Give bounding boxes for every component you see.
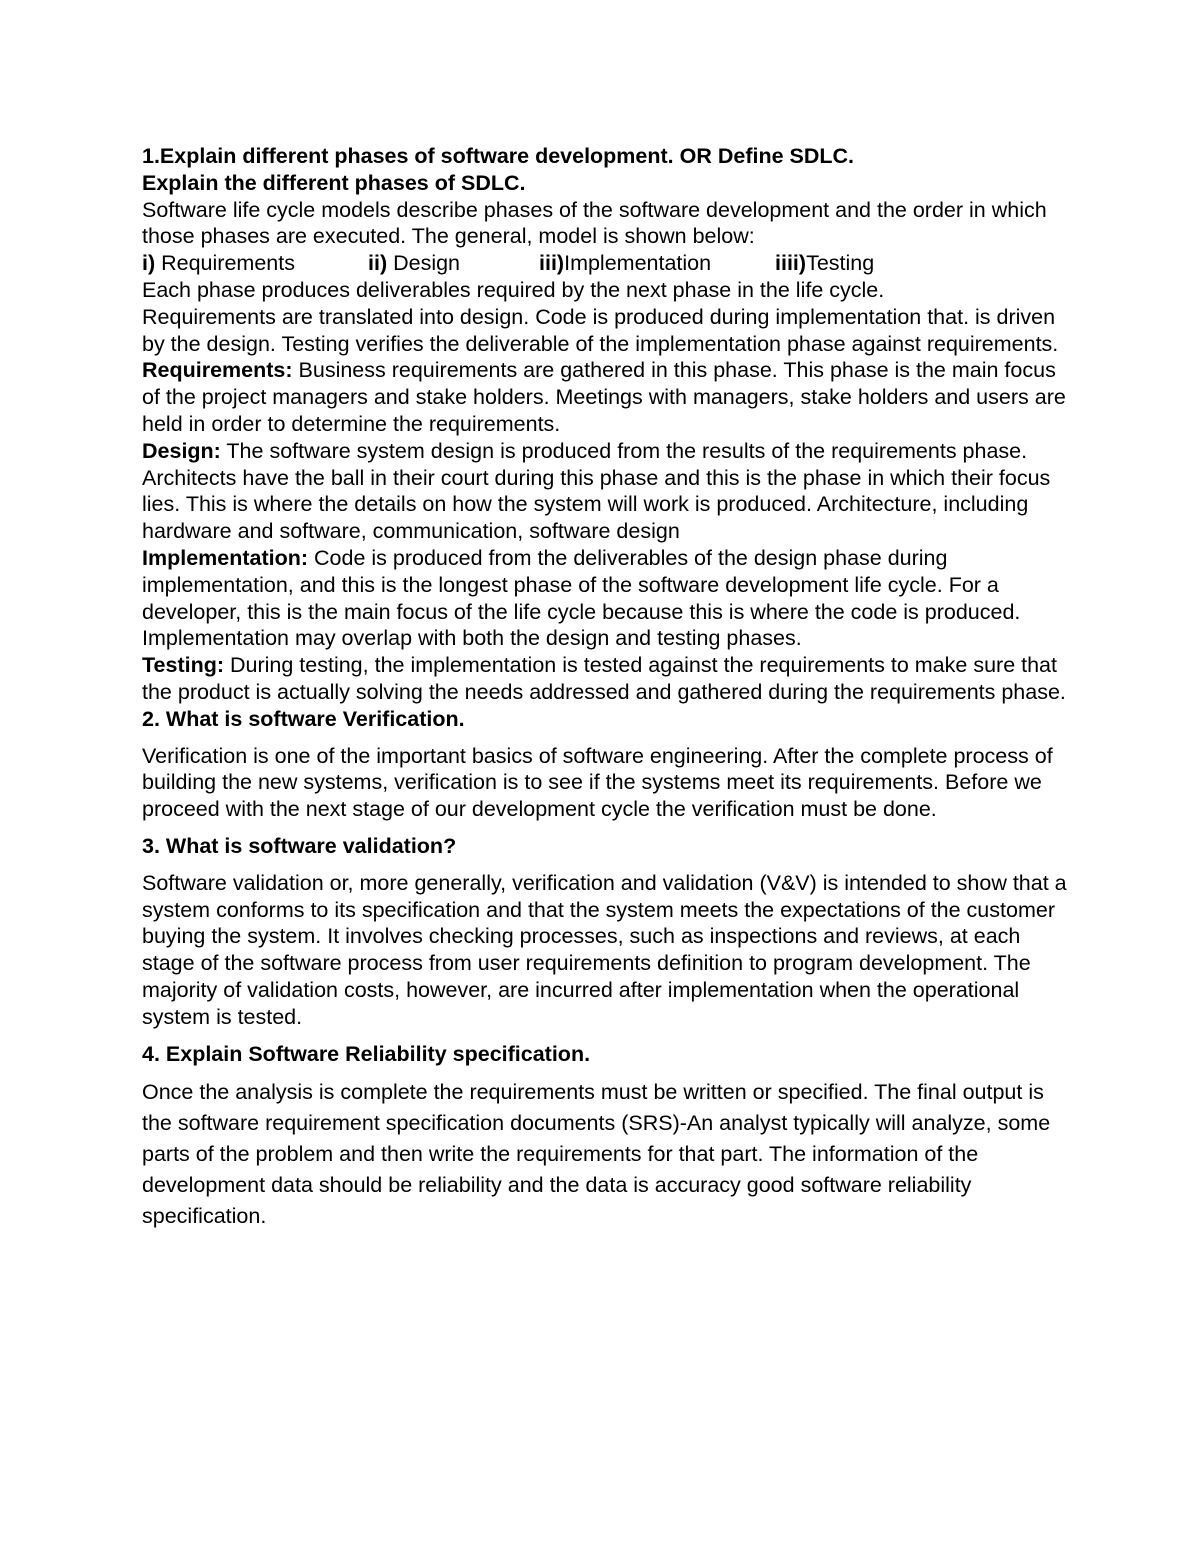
design-text: The software system design is produced from the results of the requirements phase. Architects have the ball in their court during this phase and this is the phase in which their focus lies. This is where the details on how the system will work is produced. Architecture, including hardware and software, communication, software design [142, 438, 1051, 544]
phase-list [142, 250, 1072, 277]
implementation-text: Code is produced from the deliverables of the design phase during implementation, and this is the longest phase of the software development life cycle. For a developer, this is the main focus of the life cycle because this is where the code is produced. Implementation may overlap with both the design and testing phases. [142, 545, 1021, 651]
question-1-section [142, 143, 1072, 706]
question-2-section [142, 706, 1072, 823]
testing-term: Testing: [142, 653, 225, 678]
phase-label: Requirements [155, 251, 295, 276]
phase-item-implementation [539, 250, 775, 277]
question-1-heading: 1.Explain different phases of software development. OR Define SDLC. [142, 144, 855, 168]
question-1-subheading: Explain the different phases of SDLC. [142, 170, 526, 195]
question-4-heading: 4. Explain Software Reliability specification. [142, 1041, 591, 1066]
reliability-paragraph: Once the analysis is complete the requirements must be written or specified. The final output is the software requirement specification documents (SRS)-An analyst typically will analyze, some parts of the problem and then write the requirements for that part. The information of the development data should be reliability and the data is accuracy good software reliability specification. [142, 1080, 1051, 1229]
implementation-paragraph [142, 545, 1072, 652]
phase-label: Testing [806, 251, 875, 276]
requirements-paragraph [142, 357, 1072, 437]
testing-paragraph [142, 652, 1072, 706]
design-paragraph [142, 438, 1072, 545]
phase-number: iiii) [775, 251, 807, 276]
document-page [142, 143, 1072, 1232]
phase-item-requirements [142, 250, 368, 277]
implementation-term: Implementation: [142, 545, 309, 570]
requirements-term: Requirements: [142, 358, 293, 383]
phase-number: i) [142, 251, 156, 276]
phase-label: Implementation [564, 251, 712, 276]
phase-number: iii) [539, 251, 565, 276]
testing-text: During testing, the implementation is tested against the requirements to make sure that the product is actually solving the needs addressed and gathered during the requirements phase. [142, 653, 1066, 704]
validation-paragraph: Software validation or, more generally, verification and validation (V&V) is intended to show that a system conforms to its specification and that the system meets the expectations of the customer buying the system. It involves checking processes, such as inspections and reviews, at each stage of the software process from user requirements definition to program development. The majority of validation costs, however, are incurred after implementation when the operational system is tested. [142, 870, 1067, 1029]
phase-item-testing [775, 250, 874, 277]
requirements-text: Business requirements are gathered in this phase. This phase is the main focus of the project managers and stake holders. Meetings with managers, stake holders and users are held in order to determine the requirements. [142, 358, 1066, 436]
verification-paragraph: Verification is one of the important basics of software engineering. After the complete process of building the new systems, verification is to see if the systems meet its requirements. Before we proceed with the next stage of our development cycle the verification must be done. [142, 743, 1053, 822]
phase-number: ii) [368, 251, 388, 276]
question-4-section [142, 1041, 1072, 1233]
question-2-heading: 2. What is software Verification. [142, 706, 465, 731]
question-3-heading: 3. What is software validation? [142, 833, 457, 858]
deliverables-paragraph: Each phase produces deliverables required by the next phase in the life cycle. [142, 277, 885, 302]
phase-item-design [368, 250, 539, 277]
question-3-section [142, 833, 1072, 1031]
design-term: Design: [142, 438, 221, 463]
translation-paragraph: Requirements are translated into design. Code is produced during implementation that. is driven by the design. Testing verifies the deliverable of the implementation phase against requirements. [142, 304, 1059, 356]
sdlc-intro-paragraph: Software life cycle models describe phases of the software development and the order in which those phases are executed. The general, model is shown below: [142, 197, 1047, 249]
phase-label: Design [387, 251, 461, 276]
